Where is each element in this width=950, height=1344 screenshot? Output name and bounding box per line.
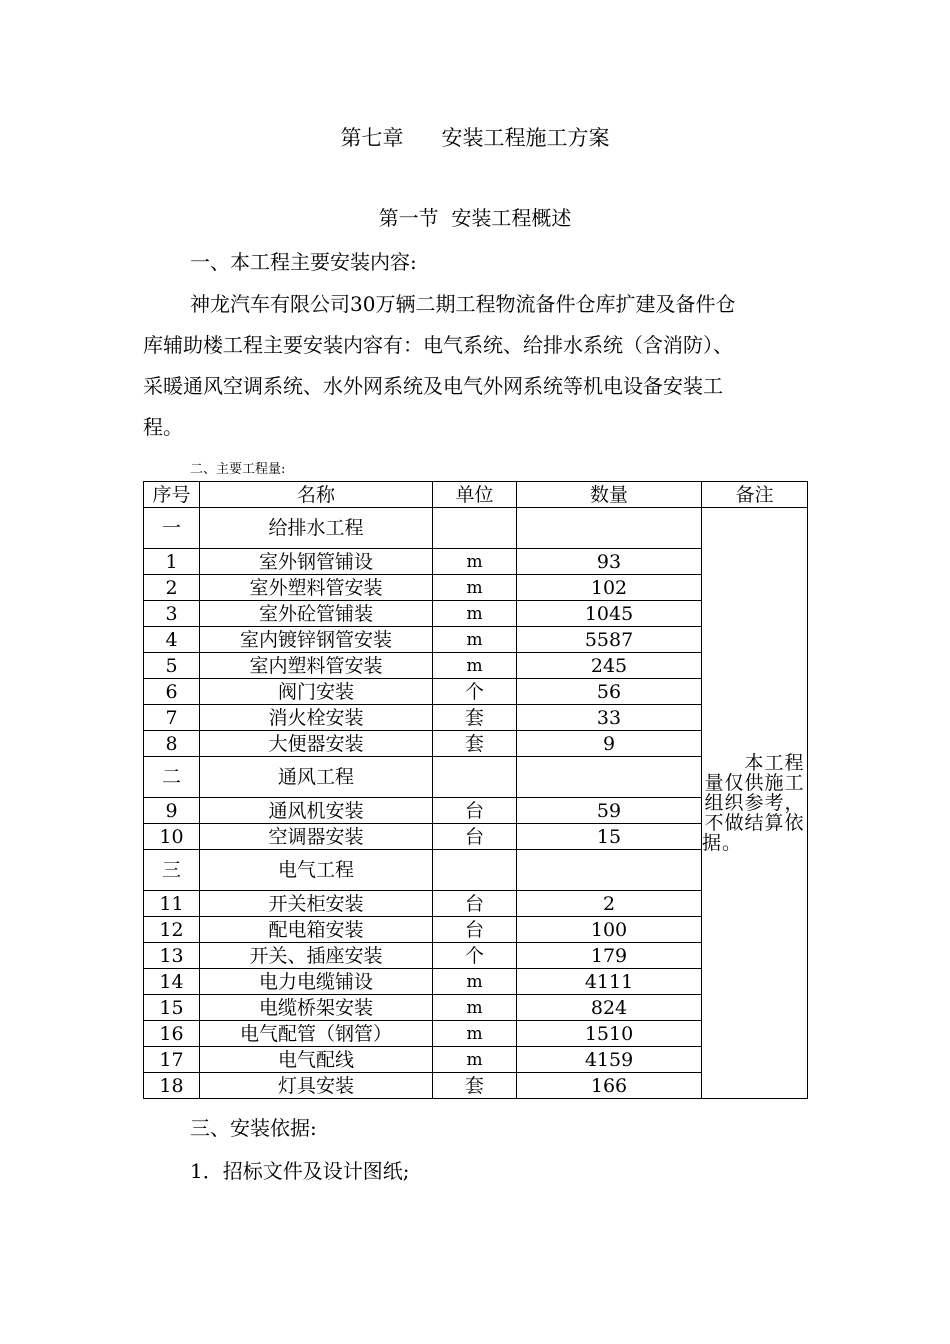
row-unit	[433, 508, 517, 549]
table-caption: 二、主要工程量:	[190, 462, 286, 477]
row-unit	[433, 757, 517, 798]
row-quantity: 5587	[517, 627, 702, 653]
row-quantity: 2	[517, 891, 702, 917]
row-quantity: 100	[517, 917, 702, 943]
row-no: 5	[144, 653, 200, 679]
chapter-name: 安装工程施工方案	[441, 126, 610, 150]
row-name: 开关柜安装	[200, 891, 433, 917]
row-name: 电气工程	[200, 850, 433, 891]
chapter-title	[0, 122, 950, 152]
basis-item-1: 1．招标文件及设计图纸;	[190, 1159, 410, 1183]
row-no: 13	[144, 943, 200, 969]
row-name: 室内镀锌钢管安装	[200, 627, 433, 653]
row-unit: m	[433, 549, 517, 575]
row-unit: 台	[433, 798, 517, 824]
row-no: 三	[144, 850, 200, 891]
row-no: 16	[144, 1021, 200, 1047]
paragraph-line-4: 程。	[143, 415, 183, 439]
row-quantity: 245	[517, 653, 702, 679]
section-title: 第一节 安装工程概述	[378, 206, 572, 230]
row-name: 电气配线	[200, 1047, 433, 1073]
row-name: 室外钢管铺设	[200, 549, 433, 575]
table-section-row	[144, 508, 808, 549]
row-name: 通风机安装	[200, 798, 433, 824]
row-unit: m	[433, 601, 517, 627]
row-name: 电缆桥架安装	[200, 995, 433, 1021]
row-no: 4	[144, 627, 200, 653]
row-unit: 台	[433, 891, 517, 917]
paragraph-line-1: 神龙汽车有限公司30万辆二期工程物流备件仓库扩建及备件仓	[190, 292, 736, 316]
chapter-number: 第七章	[340, 126, 404, 150]
remark-text: 本工程量仅供施工组织参考，不做结算依据。	[702, 752, 805, 854]
row-no: 18	[144, 1073, 200, 1099]
row-no: 1	[144, 549, 200, 575]
row-no: 9	[144, 798, 200, 824]
row-no: 15	[144, 995, 200, 1021]
row-unit: m	[433, 995, 517, 1021]
row-quantity: 102	[517, 575, 702, 601]
row-unit	[433, 850, 517, 891]
header-quantity: 数量	[517, 482, 702, 508]
remark-cell	[702, 508, 808, 1099]
row-name: 消火栓安装	[200, 705, 433, 731]
quantity-table	[143, 481, 808, 1099]
row-name: 电气配管（钢管）	[200, 1021, 433, 1047]
row-name: 配电箱安装	[200, 917, 433, 943]
row-unit: m	[433, 575, 517, 601]
row-no: 14	[144, 969, 200, 995]
row-name: 开关、插座安装	[200, 943, 433, 969]
header-remark: 备注	[702, 482, 808, 508]
row-no: 7	[144, 705, 200, 731]
row-quantity: 56	[517, 679, 702, 705]
row-quantity: 9	[517, 731, 702, 757]
row-name: 室外砼管铺装	[200, 601, 433, 627]
row-name: 电力电缆铺设	[200, 969, 433, 995]
row-name: 室外塑料管安装	[200, 575, 433, 601]
paragraph-line-2: 库辅助楼工程主要安装内容有：电气系统、给排水系统（含消防）、	[143, 333, 733, 357]
row-quantity	[517, 757, 702, 798]
row-no: 12	[144, 917, 200, 943]
row-quantity: 59	[517, 798, 702, 824]
row-no: 3	[144, 601, 200, 627]
row-no: 一	[144, 508, 200, 549]
header-name: 名称	[200, 482, 433, 508]
row-name: 给排水工程	[200, 508, 433, 549]
row-unit: 台	[433, 824, 517, 850]
header-no: 序号	[144, 482, 200, 508]
row-quantity: 15	[517, 824, 702, 850]
row-no: 2	[144, 575, 200, 601]
row-unit: m	[433, 1047, 517, 1073]
row-no: 二	[144, 757, 200, 798]
part1-heading: 一、本工程主要安装内容:	[190, 250, 417, 274]
row-quantity: 1510	[517, 1021, 702, 1047]
header-unit: 单位	[433, 482, 517, 508]
row-unit: m	[433, 627, 517, 653]
row-quantity: 4159	[517, 1047, 702, 1073]
row-no: 10	[144, 824, 200, 850]
row-name: 室内塑料管安装	[200, 653, 433, 679]
row-unit: 套	[433, 1073, 517, 1099]
row-quantity: 179	[517, 943, 702, 969]
row-unit: 个	[433, 943, 517, 969]
row-name: 大便器安装	[200, 731, 433, 757]
row-quantity: 4111	[517, 969, 702, 995]
row-no: 17	[144, 1047, 200, 1073]
row-name: 空调器安装	[200, 824, 433, 850]
row-quantity: 33	[517, 705, 702, 731]
paragraph-line-3: 采暖通风空调系统、水外网系统及电气外网系统等机电设备安装工	[143, 374, 723, 398]
row-unit: m	[433, 1021, 517, 1047]
table-header-row	[144, 482, 808, 508]
row-quantity	[517, 850, 702, 891]
row-name: 灯具安装	[200, 1073, 433, 1099]
row-quantity: 166	[517, 1073, 702, 1099]
row-no: 8	[144, 731, 200, 757]
row-quantity: 1045	[517, 601, 702, 627]
row-unit: m	[433, 653, 517, 679]
row-no: 11	[144, 891, 200, 917]
part3-heading: 三、安装依据:	[190, 1116, 317, 1140]
row-quantity	[517, 508, 702, 549]
row-unit: m	[433, 969, 517, 995]
row-quantity: 824	[517, 995, 702, 1021]
row-no: 6	[144, 679, 200, 705]
row-unit: 台	[433, 917, 517, 943]
row-unit: 套	[433, 731, 517, 757]
row-unit: 套	[433, 705, 517, 731]
row-quantity: 93	[517, 549, 702, 575]
row-name: 阀门安装	[200, 679, 433, 705]
row-name: 通风工程	[200, 757, 433, 798]
row-unit: 个	[433, 679, 517, 705]
